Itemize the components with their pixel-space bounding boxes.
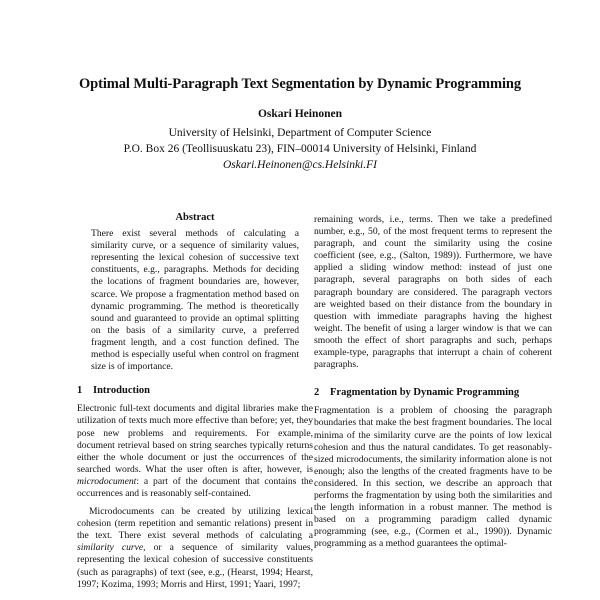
affiliation-line-1: University of Helsinki, Department of Computer Science [168,127,432,139]
left-column [77,212,313,591]
term-similarity-curve: similarity curve [77,542,144,554]
intro-paragraph-2: Microdocuments can be created by utilizing lexical cohesion (term repetition and semantic relations) present in the text. There exist several methods of calculating a similarity curve, or a sequence of similarity values, representing the lexical cohesion of successive constituents (such as paragraphs) of text (see, e.g., (Hearst, 1994; Hearst, 1997; Kozima, 1993; Morris and Hirst, 1991; Yaari, 1997; [77,506,314,590]
author-email: Oskari.Heinonen@cs.Helsinki.FI [223,159,377,171]
right-column [314,214,552,550]
paper-title: Optimal Multi-Paragraph Text Segmentation by Dynamic Programming [78,76,521,92]
intro-paragraph-1: Electronic full-text documents and digital libraries make the utilization of texts much more effective than before; yet, they pose new problems and requirements. For example, document retrieval based on string searches typically returns either the whole document or just the occurrences of the searched words. What the user often is after, however, is microdocument: a part of the document that contains the occurrences and is reasonably self-contained. [77,403,313,499]
abstract-text: There exist several methods of calculating a similarity curve, or a sequence of similarity values, representing the lexical cohesion of successive text constituents, e.g., paragraphs. Methods for deciding the locations of fragment boundaries are, however, scarce. We propose a fragmentation method based on dynamic programming. The method is theoretically sound and guaranteed to provide an optimal splitting on the basis of a similarity curve, a preferred fragment length, and a cost function defined. The method is especially useful when control on fragment size is of importance. [91,228,299,373]
section-1-heading [77,385,313,397]
abstract-heading: Abstract [175,212,215,223]
section-1-title: Introduction [93,385,150,397]
section-2-paragraph-1: Fragmentation is a problem of choosing the paragraph boundaries that make the best fragment boundaries. The local minima of the similarity curve are the points of low lexical cohesion and thus the natural candidates. To get reasonably-sized microdocuments, the similarity information alone is not enough; also the lengths of the created fragments have to be considered. In this section, we describe an approach that performs the fragmentation by using both the similarities and the length information in a robust manner. The method is based on a programming paradigm called dynamic programming (see, e.g., (Cormen et al., 1990)). Dynamic programming as a method guarantees the optimal- [314,405,552,550]
continued-paragraph: remaining words, i.e., terms. Then we take a predefined number, e.g., 50, of the most frequent terms to represent the paragraph, and count the similarity using the cosine coefficient (see, e.g., (Salton, 1989)). Furthermore, we have applied a sliding window method: instead of just one paragraph, several paragraphs on both sides of each paragraph boundary are considered. The paragraph vectors are weighted based on their distance from the boundary in question with immediate paragraphs having the highest weight. The benefit of using a larger window is that we can smooth the effect of short paragraphs and such, perhaps example-type, paragraphs that interrupt a chain of coherent paragraphs. [314,214,552,371]
term-microdocument: microdocument [77,475,137,487]
author-name: Oskari Heinonen [257,108,343,120]
section-1-number: 1 [77,385,83,397]
section-2-heading [314,387,552,399]
section-2-number: 2 [314,387,320,399]
affiliation-line-2: P.O. Box 26 (Teollisuuskatu 23), FIN–00014 University of Helsinki, Finland [123,143,477,155]
section-2-title: Fragmentation by Dynamic Programming [330,387,520,399]
